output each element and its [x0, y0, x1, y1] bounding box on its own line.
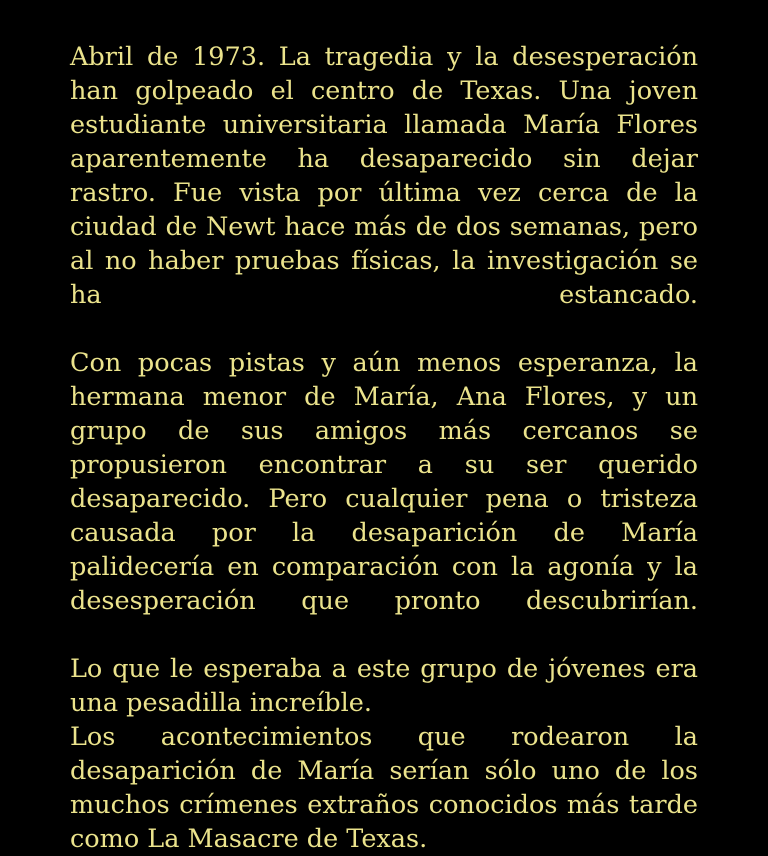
paragraph-2: Con pocas pistas y aún menos esperanza, la hermana menor de María, Ana Flores, y un grupo de sus amigos más cercanos se propusieron encontrar a su ser querido desaparecido. Pero cualquier pena o tristeza causada por la desaparición de María palidecería en comparación con la agonía y la desesperación que pronto descubrirían.	[70, 348, 698, 616]
paragraph-1: Abril de 1973. La tragedia y la desesperación han golpeado el centro de Texas. Una joven estudiante universitaria llamada María Flores aparentemente ha desaparecido sin dejar rastro. Fue vista por última vez cerca de la ciudad de Newt hace más de dos semanas, pero al no haber pruebas físicas, la investigación se ha estancado.	[70, 42, 698, 310]
paragraph-3: Lo que le esperaba a este grupo de jóvenes era una pesadilla increíble.	[70, 654, 698, 718]
paragraph-4: Los acontecimientos que rodearon la desaparición de María serían sólo uno de los muchos crímenes extraños conocidos más tarde como La Masacre de Texas.	[70, 722, 698, 854]
narrative-text-block	[70, 40, 698, 856]
